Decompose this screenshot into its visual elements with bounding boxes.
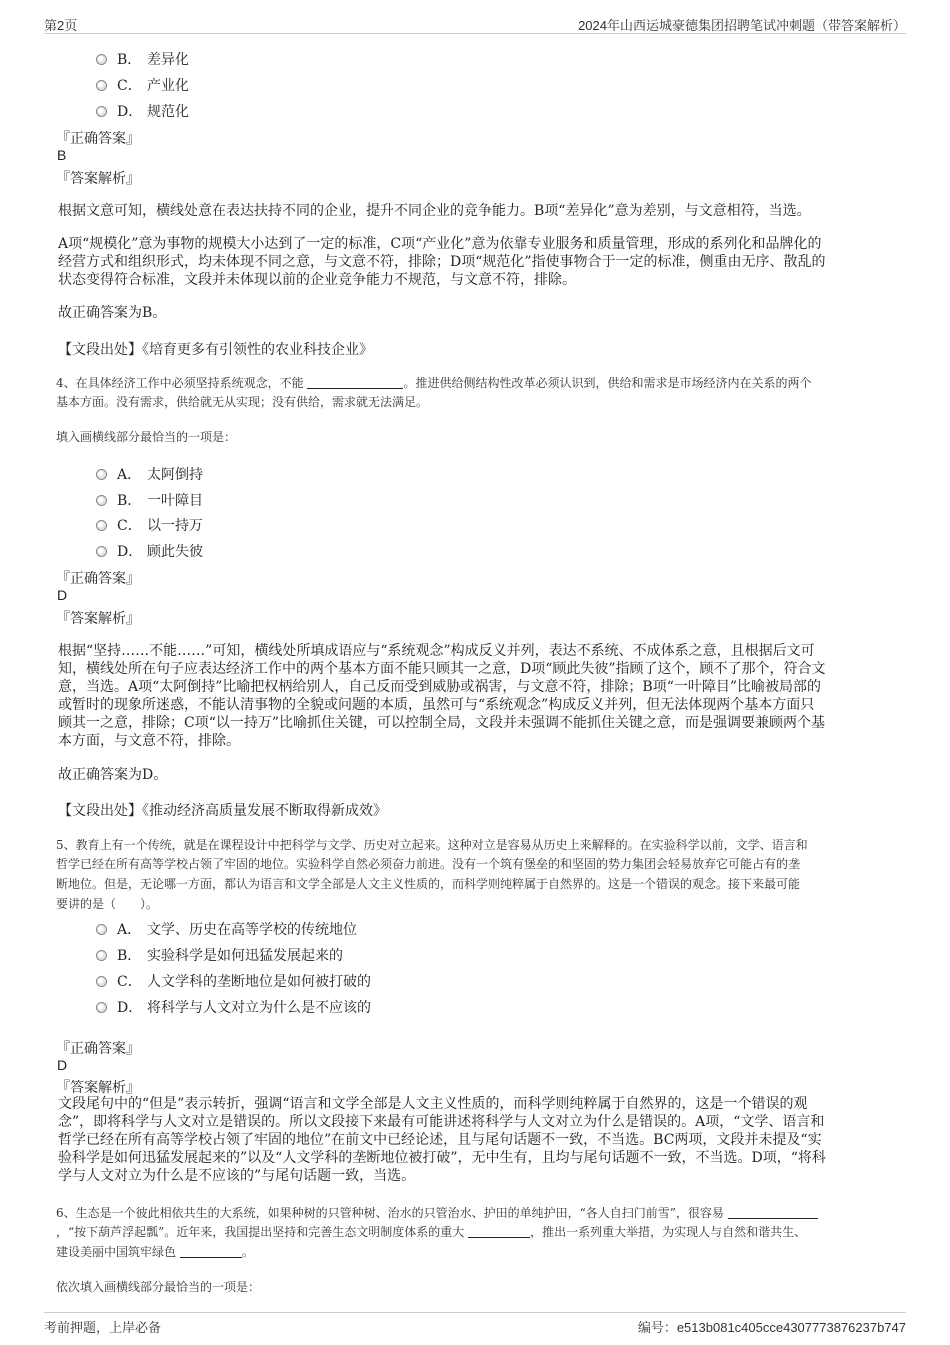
fill-blank[interactable]	[468, 1225, 530, 1238]
q4-analysis-line: 根据“坚持……不能……”可知，横线处所填成语应与“系统观念”构成反义并列，表达不系统、不成体系之意，且根据后文可	[58, 643, 815, 659]
q4-analysis-line: 或暂时的现象所迷惑，不能认清事物的全貌或问题的本质，虽然可与“系统观念”构成反义并列，但无法体现两个基本方面只	[58, 697, 815, 713]
radio-icon[interactable]	[96, 106, 107, 117]
q4-prompt: 填入画横线部分最恰当的一项是：	[56, 430, 237, 444]
q4-option-d[interactable]: D． 顾此失彼	[96, 541, 203, 561]
analysis-label: 『答案解析』	[56, 1080, 140, 1096]
analysis-label: 『答案解析』	[56, 611, 140, 627]
q5-stem-line: 断地位。但是，无论哪一方面，都认为语言和文学全部是人文主义性质的，而科学则纯粹属于自然界的。这是一个错误的观念。接下来最可能	[56, 877, 801, 891]
q4-analysis-line: 顾其一之意，排除；C项“以一持万”比喻抓住关键，可以控制全局，文段并未强调不能抓住关键之意，而是强调要兼顾两个基	[58, 715, 826, 731]
radio-icon[interactable]	[96, 976, 107, 987]
q4-option-a[interactable]: A． 太阿倒持	[96, 464, 203, 484]
q5-answer: D	[57, 1057, 68, 1073]
q3-answer: B	[57, 147, 67, 163]
q5-analysis-line: 文段尾句中的“但是”表示转折，强调“语言和文学全部是人文主义性质的，而科学则纯粹属于自然界的，这是一个错误的观	[58, 1096, 808, 1112]
q4-analysis-line: 知，横线处所在句子应表达经济工作中的两个基本方面不能只顾其一之意，D项“顾此失彼”指顾了这个，顾不了那个，符合文	[58, 661, 826, 677]
q5-analysis-line: 验科学是如何迅猛发展起来的”以及“人文学科的垄断地位被打破”，无中生有，且均与尾句话题不一致，不当选。D项，“将科	[58, 1150, 826, 1166]
correct-answer-label: 『正确答案』	[56, 1041, 140, 1057]
radio-icon[interactable]	[96, 495, 107, 506]
fill-blank[interactable]	[728, 1206, 818, 1219]
q4-stem-line: 4、在具体经济工作中必须坚持系统观念，不能 。推进供给侧结构性改革必须认识到，供给和需求是市场经济内在关系的两个	[56, 376, 812, 390]
q3-analysis-line: 经营方式和组织形式，均未体现不同之意，与文意不符，排除；D项“规范化”指使事物合于一定的标准，侧重由无序、散乱的	[58, 254, 826, 270]
q3-option-d[interactable]: D． 规范化	[96, 101, 189, 121]
q5-option-c[interactable]: C． 人文学科的垄断地位是如何被打破的	[96, 971, 371, 991]
q3-conclusion: 故正确答案为B。	[58, 305, 167, 321]
q4-option-b[interactable]: B． 一叶障目	[96, 490, 203, 510]
q3-analysis-line: A项“规模化”意为事物的规模大小达到了一定的标准，C项“产业化”意为依靠专业服务和质量管理，形成的系列化和品牌化的	[58, 236, 822, 252]
q6-stem-line: 建设美丽中国筑牢绿色 。	[56, 1245, 254, 1259]
q4-source: 【文段出处】《推动经济高质量发展不断取得新成效》	[58, 803, 387, 819]
q4-stem-line: 基本方面。没有需求，供给就无从实现；没有供给，需求就无法满足。	[56, 395, 429, 409]
q6-prompt: 依次填入画横线部分最恰当的一项是：	[56, 1280, 261, 1294]
q5-analysis-line: 念”，即将科学与人文对立是错误的。所以文段接下来最有可能讲述将科学与人文对立为什么是错误的。A项，“文学、语言和	[58, 1114, 825, 1130]
q5-analysis-line: 学与人文对立为什么是不应该的”与尾句话题一致，当选。	[58, 1168, 416, 1184]
q3-analysis-line: 状态变得符合标准，文段并未体现以前的企业竞争能力不规范，与文意不符，排除。	[58, 272, 576, 288]
q5-option-b[interactable]: B． 实验科学是如何迅猛发展起来的	[96, 945, 343, 965]
q5-option-d[interactable]: D． 将科学与人文对立为什么是不应该的	[96, 997, 371, 1017]
radio-icon[interactable]	[96, 54, 107, 65]
page-footer	[44, 1312, 906, 1335]
q6-stem-line: ，“按下葫芦浮起瓢”。近年来，我国提出坚持和完善生态文明制度体系的重大 ，推出一系列重大举措，为实现人与自然和谐共生、	[56, 1225, 807, 1239]
radio-icon[interactable]	[96, 1002, 107, 1013]
radio-icon[interactable]	[96, 950, 107, 961]
q4-analysis-line: 本方面，与文意不符，排除。	[58, 733, 240, 749]
q5-stem-line: 要讲的是（ ）。	[56, 897, 159, 911]
correct-answer-label: 『正确答案』	[56, 131, 140, 147]
q5-stem-line: 哲学已经在所有高等学校占领了牢固的地位。实验科学自然必须奋力前进。没有一个筑有堡垒的和坚固的势力集团会轻易放弃它可能占有的垄	[56, 857, 801, 871]
radio-icon[interactable]	[96, 924, 107, 935]
fill-blank[interactable]	[307, 376, 403, 389]
q4-analysis-line: 意，当选。A项“太阿倒持”比喻把权柄给别人，自己反而受到威胁或祸害，与文意不符，排除；B项“一叶障目”比喻被局部的	[58, 679, 822, 695]
radio-icon[interactable]	[96, 80, 107, 91]
q3-source: 【文段出处】《培育更多有引领性的农业科技企业》	[58, 342, 373, 358]
q3-option-c[interactable]: C． 产业化	[96, 75, 189, 95]
q5-option-a[interactable]: A． 文学、历史在高等学校的传统地位	[96, 919, 357, 939]
radio-icon[interactable]	[96, 520, 107, 531]
page-number: 第2页	[44, 18, 78, 33]
fill-blank[interactable]	[180, 1245, 242, 1258]
q3-analysis-line: 根据文意可知，横线处意在表达扶持不同的企业，提升不同企业的竞争能力。B项“差异化”意为差别，与文意相符，当选。	[58, 203, 811, 219]
footer-slogan: 考前押题，上岸必备	[44, 1320, 162, 1335]
q6-stem-line: 6、生态是一个彼此相依共生的大系统，如果种树的只管种树、治水的只管治水、护田的单纯护田，“各人自扫门前雪”，很容易	[56, 1205, 818, 1221]
q4-option-c[interactable]: C． 以一持万	[96, 515, 203, 535]
q3-option-b[interactable]: B． 差异化	[96, 49, 189, 69]
radio-icon[interactable]	[96, 469, 107, 480]
q4-answer: D	[57, 587, 68, 603]
document-code: 编号：e513b081c405cce4307773876237b747	[637, 1320, 906, 1335]
analysis-label: 『答案解析』	[56, 171, 140, 187]
page-header	[44, 11, 906, 34]
document-title: 2024年山西运城豪德集团招聘笔试冲刺题（带答案解析）	[578, 18, 906, 33]
q4-conclusion: 故正确答案为D。	[58, 767, 168, 783]
correct-answer-label: 『正确答案』	[56, 571, 140, 587]
q5-stem-line: 5、教育上有一个传统，就是在课程设计中把科学与文学、历史对立起来。这种对立是容易从历史上来解释的。在实验科学以前，文学、语言和	[56, 838, 808, 852]
radio-icon[interactable]	[96, 546, 107, 557]
q5-analysis-line: 哲学已经在所有高等学校占领了牢固的地位”在前文中已经论述，且与尾句话题不一致，不当选。BC两项，文段并未提及“实	[58, 1132, 822, 1148]
